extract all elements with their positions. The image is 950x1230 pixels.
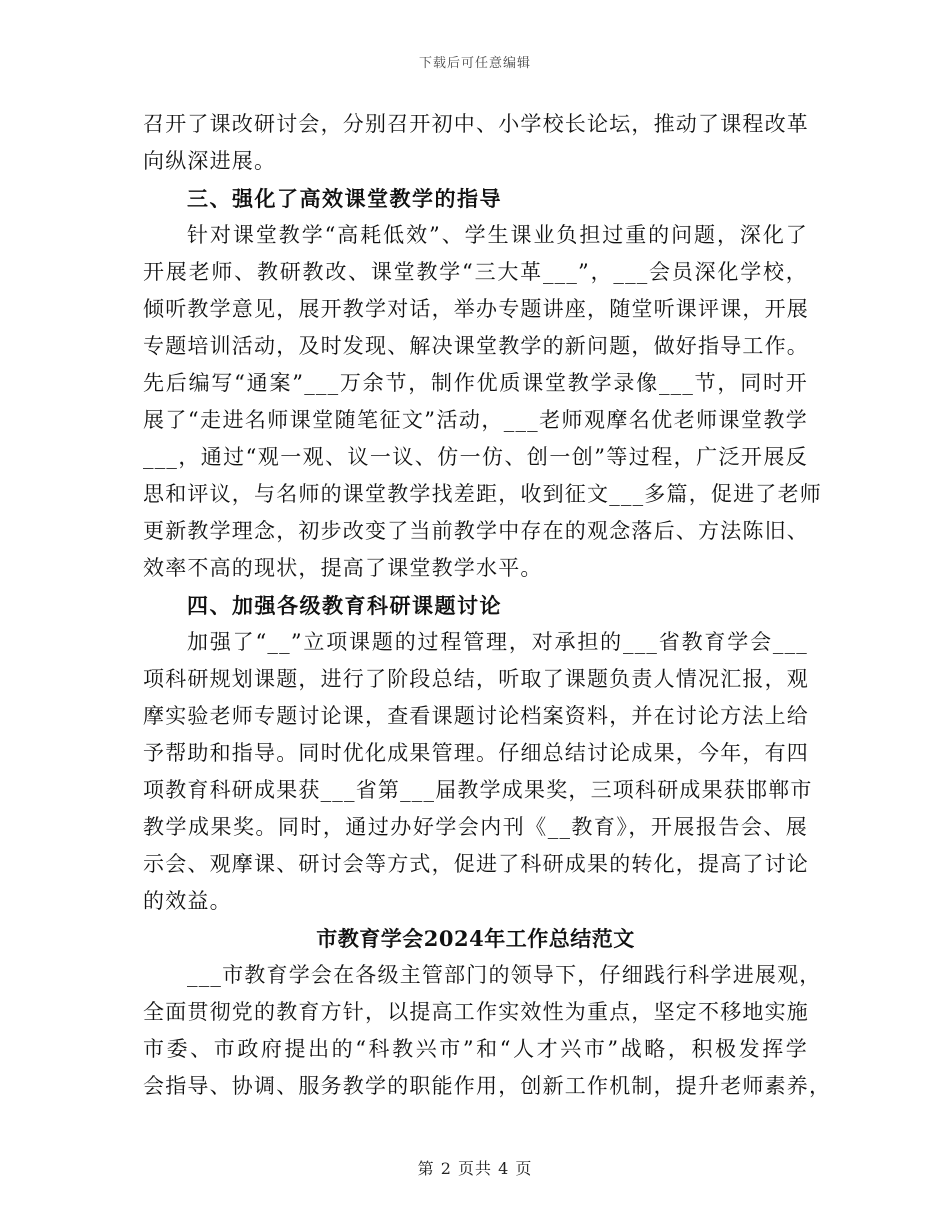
body-line: 针对课堂教学“高耗低效”、学生课业负担过重的问题，深化了 [187,223,808,247]
document-title: 市教育学会2024年工作总结范文 [316,926,635,951]
body-line: 召开了课改研讨会，分别召开初中、小学校长论坛，推动了课程改革 [143,112,809,136]
body-line: 思和评议，与名师的课堂教学找差距，收到征文___多篇，促进了老师 [143,482,822,506]
body-line: 倾听教学意见，展开教学对话，举办专题讲座，随堂听课评课，开展 [143,297,809,321]
body-line: 全面贯彻党的教育方针，以提高工作实效性为重点，坚定不移地实施 [143,1000,809,1024]
body-line: 项教育科研成果获___省第___届教学成果奖，三项科研成果获邯郸市 [143,778,813,802]
body-line: 专题培训活动，及时发现、解决课堂教学的新问题，做好指导工作。 [143,334,809,358]
section-heading-4: 四、加强各级教育科研课题讨论 [187,593,502,618]
body-line: ___，通过“观一观、议一议、仿一仿、创一创”等过程，广泛开展反 [143,445,808,469]
document-body [143,106,832,1105]
body-line: 效率不高的现状，提高了课堂教学水平。 [143,556,543,580]
page-number: 第 2 页共 4 页 [417,1159,533,1178]
body-line: 教学成果奖。同时，通过办好学会内刊《__教育》，开展报告会、展 [143,815,808,839]
body-line: 开展老师、教研教改、课堂教学“三大革___”，___会员深化学校， [143,260,808,284]
body-line: 市委、市政府提出的“科教兴市”和“人才兴市”战略，积极发挥学 [143,1037,808,1061]
body-line: 示会、观摩课、研讨会等方式，促进了科研成果的转化，提高了讨论 [143,852,809,876]
section-heading-3: 三、强化了高效课堂教学的指导 [187,186,502,211]
body-line: 的效益。 [143,889,232,913]
body-line: 项科研规划课题，进行了阶段总结，听取了课题负责人情况汇报，观 [143,667,809,691]
body-line: 向纵深进展。 [143,149,277,173]
body-line: 更新教学理念，初步改变了当前教学中存在的观念落后、方法陈旧、 [143,519,809,543]
body-line: 予帮助和指导。同时优化成果管理。仔细总结讨论成果，今年，有四 [143,741,809,765]
body-line: 会指导、协调、服务教学的职能作用，创新工作机制，提升老师素养， [143,1074,832,1098]
body-line: 摩实验老师专题讨论课，查看课题讨论档案资料，并在讨论方法上给 [143,704,809,728]
body-line: ___市教育学会在各级主管部门的领导下，仔细践行科学进展观， [187,963,822,987]
body-line: 先后编写“通案”___万余节，制作优质课堂教学录像___节，同时开 [143,371,808,395]
body-line: 加强了“__”立项课题的过程管理，对承担的___省教育学会___ [187,630,808,654]
header-note: 下载后可任意编辑 [418,56,531,71]
body-line: 展了“走进名师课堂随笔征文”活动，___老师观摩名优老师课堂教学 [143,408,808,432]
